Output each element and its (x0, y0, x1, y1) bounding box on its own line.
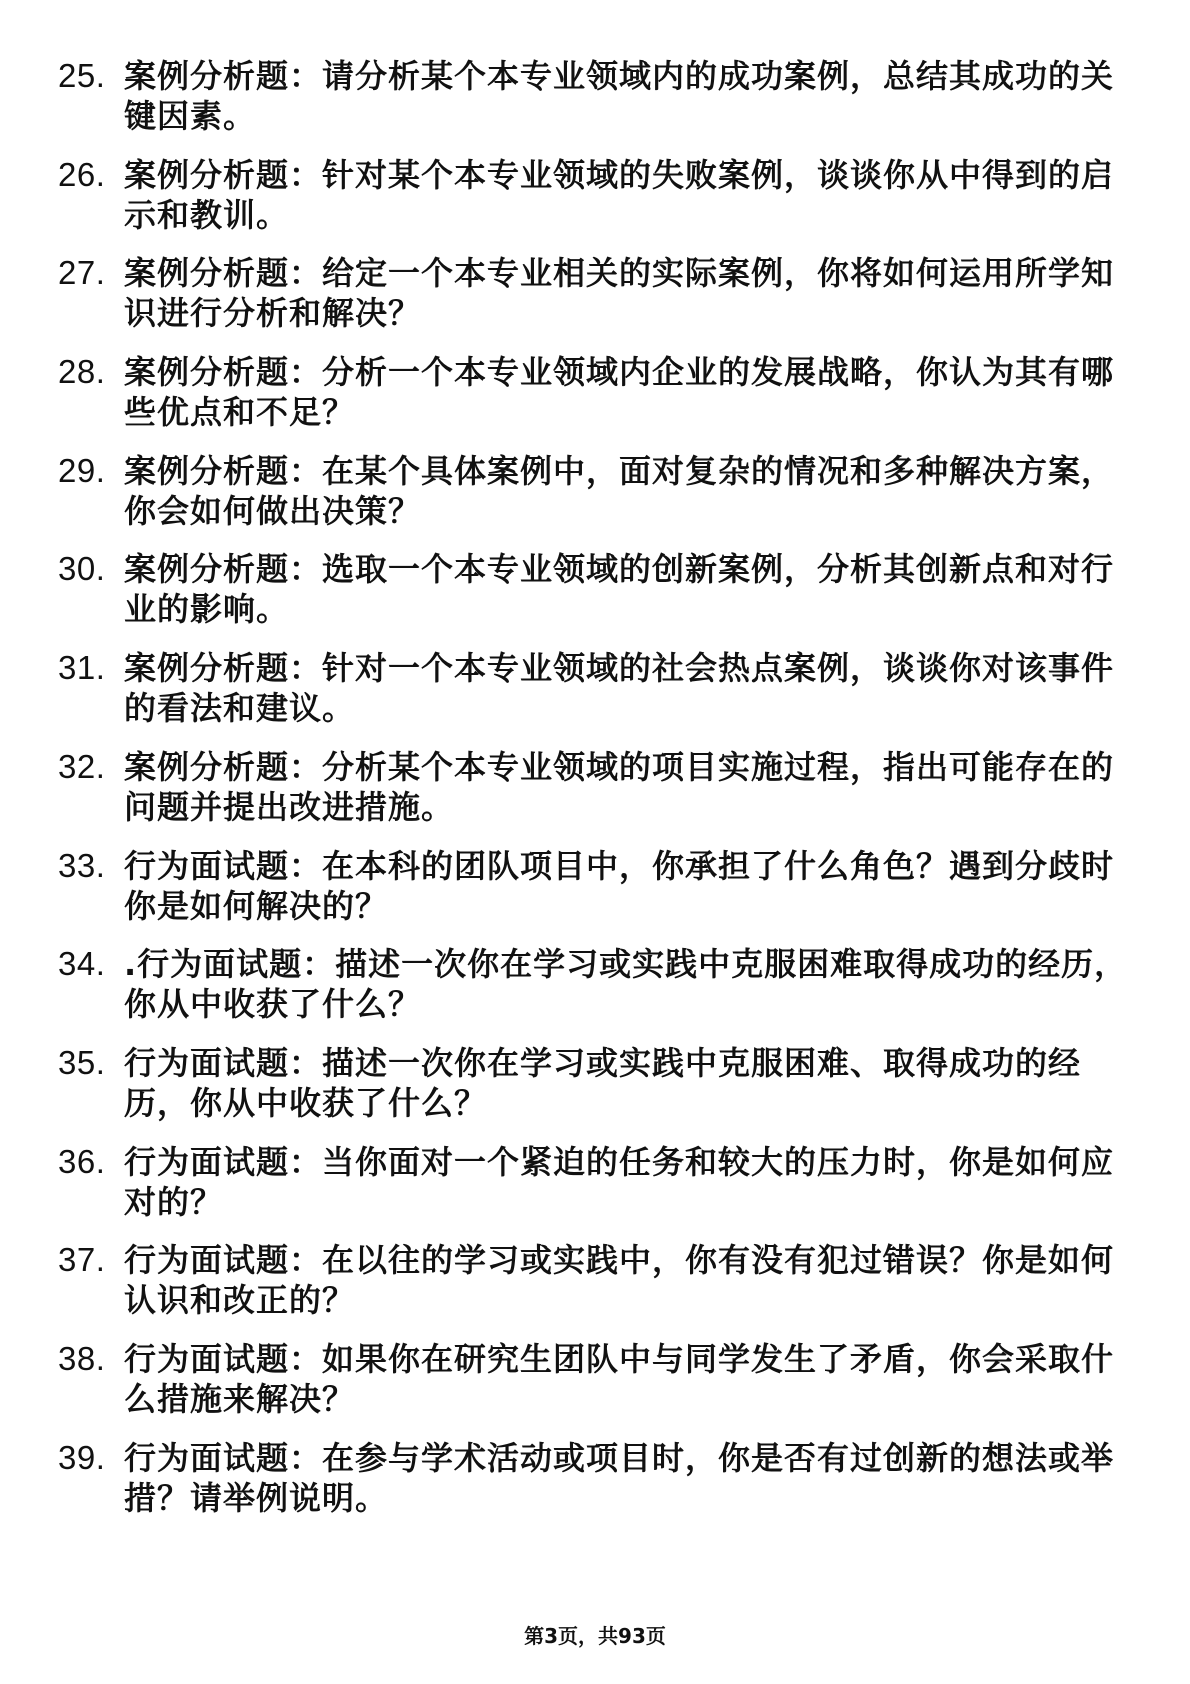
question-number: 27. (58, 254, 106, 292)
list-item (58, 1142, 1138, 1222)
question-number: 25. (58, 57, 106, 94)
question-text: 案例分析题：分析一个本专业领域内企业的发展战略，你认为其有哪些优点和不足？ (124, 353, 1115, 432)
question-number: 29. (58, 451, 106, 489)
list-item (58, 648, 1138, 728)
question-number: 33. (58, 846, 106, 884)
list-item (58, 1043, 1138, 1123)
question-text: 案例分析题：请分析某个本专业领域内的成功案例，总结其成功的关键因素。 (124, 57, 1115, 135)
question-number: 36. (58, 1142, 106, 1180)
question-text: 行为面试题：在以往的学习或实践中，你有没有犯过错误？你是如何认识和改正的？ (124, 1241, 1115, 1320)
question-text: 行为面试题：描述一次你在学习或实践中克服困难、取得成功的经历，你从中收获了什么？ (124, 1043, 1082, 1122)
question-number: 37. (58, 1241, 106, 1279)
question-list (58, 56, 1138, 1536)
list-item (58, 1339, 1138, 1419)
page-footer: 第3页，共93页 (524, 1624, 666, 1648)
list-item (58, 944, 1138, 1024)
list-item (58, 747, 1138, 827)
question-number: 32. (58, 747, 106, 785)
question-text: 行为面试题：在本科的团队项目中，你承担了什么角色？遇到分歧时你是如何解决的？ (124, 846, 1115, 925)
list-item (58, 846, 1138, 926)
question-text: 行为面试题：当你面对一个紧迫的任务和较大的压力时，你是如何应对的？ (124, 1142, 1115, 1221)
question-text: 案例分析题：选取一个本专业领域的创新案例，分析其创新点和对行业的影响。 (124, 550, 1115, 629)
question-number: 30. (58, 550, 106, 588)
question-number: 35. (58, 1043, 106, 1081)
question-number: 26. (58, 155, 106, 193)
question-text: 行为面试题：在参与学术活动或项目时，你是否有过创新的想法或举措？请举例说明。 (124, 1438, 1115, 1517)
list-item (58, 1438, 1138, 1518)
list-item (58, 451, 1138, 531)
question-text: 案例分析题：针对一个本专业领域的社会热点案例，谈谈你对该事件的看法和建议。 (124, 649, 1115, 728)
question-text: 行为面试题：如果你在研究生团队中与同学发生了矛盾，你会采取什么措施来解决？ (124, 1339, 1115, 1418)
list-item (58, 1240, 1138, 1320)
question-text: .行为面试题：描述一次你在学习或实践中克服困难取得成功的经历，你从中收获了什么？ (124, 945, 1128, 1024)
list-item (58, 155, 1138, 235)
question-number: 39. (58, 1438, 106, 1476)
question-text: 案例分析题：给定一个本专业相关的实际案例，你将如何运用所学知识进行分析和解决？ (124, 254, 1115, 333)
list-item (58, 56, 1138, 136)
question-number: 31. (58, 649, 106, 687)
question-number: 34. (58, 945, 106, 983)
question-number: 38. (58, 1339, 106, 1377)
question-number: 28. (58, 353, 106, 391)
question-text: 案例分析题：在某个具体案例中，面对复杂的情况和多种解决方案，你会如何做出决策？ (124, 451, 1115, 530)
question-text: 案例分析题：分析某个本专业领域的项目实施过程，指出可能存在的问题并提出改进措施。 (124, 747, 1115, 826)
list-item (58, 549, 1138, 629)
list-item (58, 352, 1138, 432)
question-text: 案例分析题：针对某个本专业领域的失败案例，谈谈你从中得到的启示和教训。 (124, 155, 1115, 234)
list-item (58, 253, 1138, 333)
